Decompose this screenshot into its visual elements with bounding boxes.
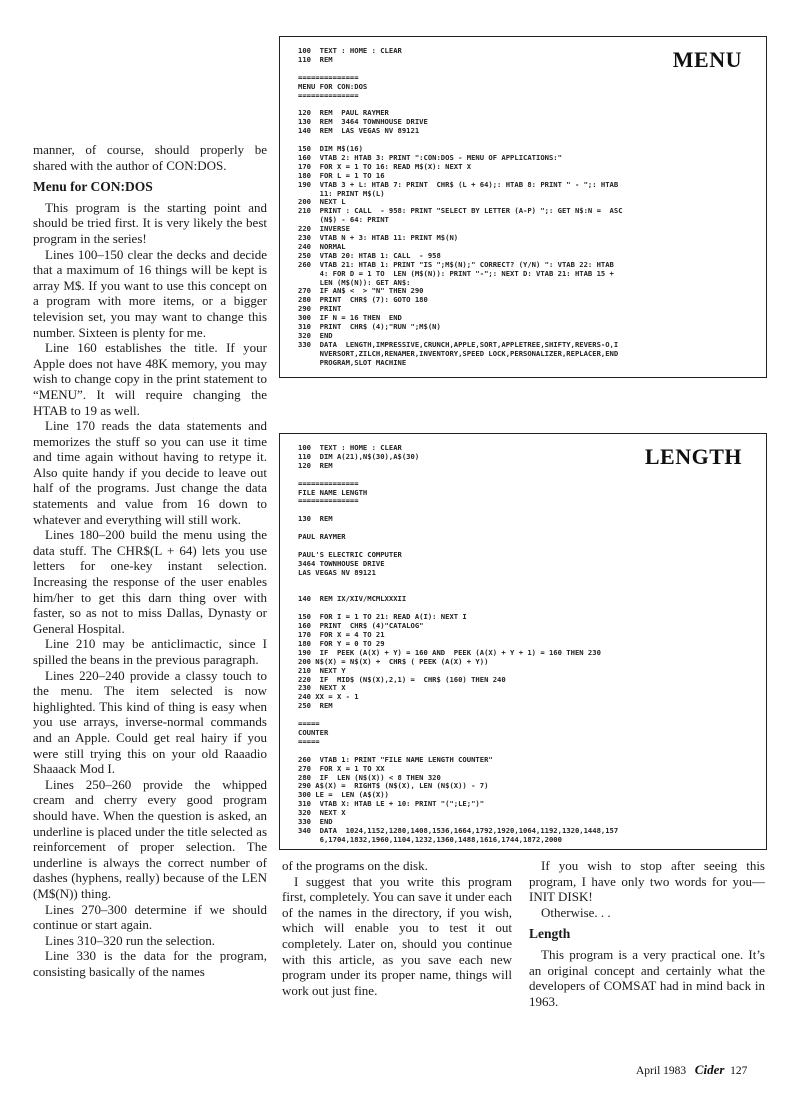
menu-code-listing bbox=[298, 47, 623, 368]
code-line: LEN (M$(N)): GET AN$: bbox=[298, 277, 411, 287]
code-line: 11: PRINT M$(L) bbox=[298, 188, 385, 198]
code-line: NVERSORT,ZILCH,RENAMER,INVENTORY,SPEED LOCK,PERSONALIZER,REPLACER,END bbox=[298, 348, 619, 358]
code-line: 330 DATA LENGTH,IMPRESSIVE,CRUNCH,APPLE,SORT,APPLETREE,SHIFTY,REVERS-O,I bbox=[298, 339, 619, 349]
length-listing-box bbox=[279, 433, 767, 850]
code-line: ============== bbox=[298, 90, 359, 100]
code-line: ============== bbox=[298, 478, 359, 488]
code-line: 210 PRINT : CALL - 958: PRINT "SELECT BY LETTER (A-P) ";: GET N$:N = ASC bbox=[298, 206, 623, 216]
code-line: 280 IF LEN (N$(X)) < 8 THEN 320 bbox=[298, 772, 441, 782]
code-line: 110 REM bbox=[298, 54, 333, 64]
paragraph: Lines 270–300 determine if we should continue or start again. bbox=[33, 901, 267, 933]
code-line: 140 REM LAS VEGAS NV 89121 bbox=[298, 126, 420, 136]
code-line: MENU FOR CON:DOS bbox=[298, 81, 368, 91]
code-line: 4: FOR D = 1 TO LEN (M$(N)): PRINT "-";: NEXT D: VTAB 21: HTAB 15 + bbox=[298, 268, 614, 278]
paragraph: I suggest that you write this program first, completely. You can save it under each of the names in the directory, if you wish, which will enable you to test it out completely. Later on, should you continue with this article, as you save each new program under its proper name, things will work out just fine. bbox=[282, 873, 512, 998]
code-line: 340 DATA 1024,1152,1280,1408,1536,1664,1792,1920,1064,1192,1320,1448,157 bbox=[298, 825, 619, 835]
code-line: 270 IF AN$ < > "N" THEN 290 bbox=[298, 286, 424, 296]
code-line: 230 VTAB N + 3: HTAB 11: PRINT M$(N) bbox=[298, 233, 459, 243]
paragraph: Lines 180–200 build the menu using the data stuff. The CHR$(L + 64) lets you use letters for one-key instant selection. Increasing the response of the user enables him/her to get this darn thing over with faster, so as not to miss Dallas, Dynasty or General Hospital. bbox=[33, 527, 267, 636]
code-line: 300 LE = LEN (A$(X)) bbox=[298, 790, 389, 800]
code-line: 230 NEXT X bbox=[298, 683, 346, 693]
paragraph: Line 210 may be anticlimactic, since I spilled the beans in the previous paragraph. bbox=[33, 636, 267, 667]
code-line: 100 TEXT : HOME : CLEAR bbox=[298, 443, 402, 452]
code-line: 170 FOR X = 4 TO 21 bbox=[298, 630, 385, 640]
code-line: 220 INVERSE bbox=[298, 224, 350, 234]
code-line: FILE NAME LENGTH bbox=[298, 487, 368, 497]
code-line: 290 PRINT bbox=[298, 304, 342, 314]
code-line: PAUL RAYMER bbox=[298, 532, 346, 542]
intro-paragraph: of the programs on the disk. bbox=[282, 858, 428, 873]
code-line: 320 END bbox=[298, 331, 333, 340]
code-line: 100 TEXT : HOME : CLEAR bbox=[298, 46, 402, 55]
code-line: 320 NEXT X bbox=[298, 808, 346, 818]
paragraph: This program is the starting point and should be tried first. It is very likely the best program in the series! bbox=[33, 199, 267, 246]
code-line: COUNTER bbox=[298, 728, 329, 737]
code-line: 150 FOR I = 1 TO 21: READ A(I): NEXT I bbox=[298, 612, 467, 622]
code-line: ===== bbox=[298, 736, 320, 746]
code-line: 160 VTAB 2: HTAB 3: PRINT ":CON:DOS - MENU OF APPLICATIONS:" bbox=[298, 152, 562, 162]
code-line: 210 NEXT Y bbox=[298, 665, 346, 675]
code-line: 130 REM bbox=[298, 514, 333, 524]
code-line: 300 IF N = 16 THEN END bbox=[298, 313, 402, 323]
length-code-listing bbox=[298, 444, 618, 845]
menu-listing-box bbox=[279, 36, 767, 378]
section-heading-menu: Menu for CON:DOS bbox=[33, 179, 153, 195]
code-line: PAUL'S ELECTRIC COMPUTER bbox=[298, 549, 402, 559]
paragraph: If you wish to stop after seeing this program, I have only two words for you—INIT DISK! bbox=[529, 858, 765, 905]
code-line: 280 PRINT CHR$ (7): GOTO 180 bbox=[298, 295, 428, 305]
code-line bbox=[298, 524, 618, 533]
page-footer bbox=[636, 1062, 747, 1078]
code-line: 310 VTAB X: HTAB LE + 10: PRINT "(";LE;")" bbox=[298, 799, 485, 809]
code-line: 6,1704,1832,1960,1104,1232,1360,1488,1616,1744,1872,2000 bbox=[298, 834, 562, 844]
code-line: ============== bbox=[298, 72, 359, 82]
code-line: 270 FOR X = 1 TO XX bbox=[298, 763, 385, 773]
paragraph: Lines 310–320 run the selection. bbox=[45, 932, 216, 948]
code-line: PROGRAM,SLOT MACHINE bbox=[298, 357, 407, 367]
code-line: 260 VTAB 21: HTAB 1: PRINT "IS ";M$(N);" CORRECT? (Y/N) ": VTAB 22: HTAB bbox=[298, 259, 614, 269]
paragraph: Line 330 is the data for the program, consisting basically of the names bbox=[33, 948, 267, 979]
code-line: 330 END bbox=[298, 817, 333, 827]
article-column-1 bbox=[33, 142, 267, 979]
code-line: 240 XX = X - 1 bbox=[298, 692, 359, 702]
code-line: 220 IF MID$ (N$(X),2,1) = CHR$ (160) THEN 240 bbox=[298, 674, 506, 684]
code-line: 250 REM bbox=[298, 701, 333, 711]
intro-paragraph: manner, of course, should properly be shared with the author of CON:DOS. bbox=[33, 142, 267, 173]
length-listing-title: LENGTH bbox=[644, 444, 742, 469]
code-line: 180 FOR Y = 0 TO 29 bbox=[298, 638, 385, 648]
paragraph: This program is a very practical one. It’s an original concept and certainly what the developers of COMSAT had in mind back in 1963. bbox=[529, 946, 765, 1009]
code-line: 130 REM 3464 TOWNHOUSE DRIVE bbox=[298, 117, 428, 127]
section-heading-length: Length bbox=[529, 926, 571, 942]
code-line: 120 REM bbox=[298, 460, 333, 470]
article-column-3 bbox=[529, 858, 765, 1009]
paragraph: Line 160 establishes the title. If your Apple does not have 48K memory, you may wish to change copy in the print statement to “MENU”. It will require changing the HTAB to 19 as well. bbox=[33, 340, 267, 418]
code-line: 240 NORMAL bbox=[298, 241, 346, 251]
code-line: 190 VTAB 3 + L: HTAB 7: PRINT CHR$ (L + 64);: HTAB 8: PRINT " - ";: HTAB bbox=[298, 179, 619, 189]
code-line bbox=[298, 506, 618, 515]
code-line: 260 VTAB 1: PRINT "FILE NAME LENGTH COUNTER" bbox=[298, 754, 493, 764]
code-line bbox=[298, 711, 618, 720]
code-line: 110 DIM A(21),N$(30),A$(30) bbox=[298, 451, 420, 461]
magazine-logo: Cider bbox=[694, 1062, 725, 1077]
code-line: 290 A$(X) = RIGHT$ (N$(X), LEN (N$(X)) - 7) bbox=[298, 781, 489, 791]
paragraph: Otherwise. . . bbox=[541, 904, 611, 920]
paragraph: Lines 220–240 provide a classy touch to the menu. The item selected is now highlighted. This kind of thing is easy when you use arrays, inverse-normal commands and an Apple. Could get real hairy if you were still trying this on your old Raaadio Shaaack Mod I. bbox=[33, 667, 267, 777]
code-line: 150 DIM M$(16) bbox=[298, 143, 363, 153]
footer-date: April 1983 bbox=[636, 1065, 687, 1077]
code-line: 190 IF PEEK (A(X) + Y) = 160 AND PEEK (A(X) + Y + 1) = 160 THEN 230 bbox=[298, 647, 601, 657]
article-column-2 bbox=[282, 858, 512, 998]
code-line: 3464 TOWNHOUSE DRIVE bbox=[298, 558, 385, 568]
code-line: 310 PRINT CHR$ (4);"RUN ";M$(N) bbox=[298, 322, 441, 332]
menu-listing-title: MENU bbox=[672, 47, 742, 72]
paragraph: Lines 100–150 clear the decks and decide that a maximum of 16 things will be kept is array M$. If you want to use this concept on a program with more items, or a bigger television set, you may want to change this number. Sixteen is plenty for me. bbox=[33, 246, 267, 340]
code-line: 250 VTAB 20: HTAB 1: CALL - 958 bbox=[298, 250, 441, 260]
code-line: ===== bbox=[298, 719, 320, 729]
code-line bbox=[298, 578, 618, 587]
code-line: 120 REM PAUL RAYMER bbox=[298, 108, 389, 118]
code-line: 180 FOR L = 1 TO 16 bbox=[298, 170, 385, 180]
code-line: ============== bbox=[298, 496, 359, 506]
code-line: 200 N$(X) = N$(X) + CHR$ ( PEEK (A(X) + Y)) bbox=[298, 656, 489, 666]
code-line: (N$) - 64: PRINT bbox=[298, 215, 389, 225]
code-line: 170 FOR X = 1 TO 16: READ M$(X): NEXT X bbox=[298, 161, 472, 171]
paragraph: Lines 250–260 provide the whipped cream and cherry every good program should have. When the question is asked, an underline is placed under the title selected as reinforcement of proper selection. The underline is always the correct number of dashes (hyphens, really) because of the LEN (M$(N)) thing. bbox=[33, 776, 267, 901]
code-line: 160 PRINT CHR$ (4)"CATALOG" bbox=[298, 621, 424, 631]
code-line: 200 NEXT L bbox=[298, 197, 346, 207]
code-line: 140 REM IX/XIV/MCMLXXXII bbox=[298, 594, 407, 604]
paragraph: Line 170 reads the data statements and memorizes the stuff so you can use it time and time again without having to retype it. Also quite handy if you decide to leave out half of the programs. Just change the data statements and value from 16 down to whatever and everything will still work. bbox=[33, 418, 267, 527]
code-line: LAS VEGAS NV 89121 bbox=[298, 567, 376, 577]
page-number: 127 bbox=[730, 1065, 748, 1077]
